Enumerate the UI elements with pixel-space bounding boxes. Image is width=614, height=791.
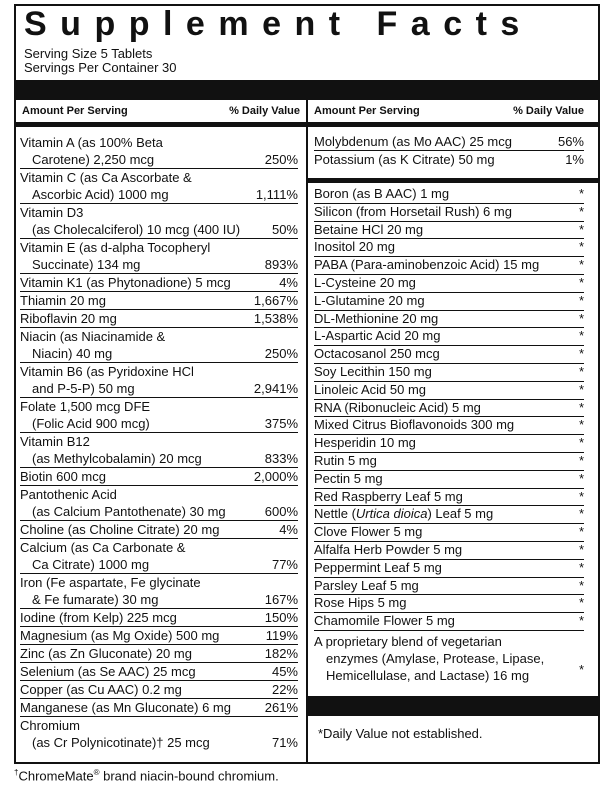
daily-value: * <box>578 399 584 415</box>
nutrient-row <box>20 239 298 274</box>
nutrient-row <box>20 645 298 663</box>
servings-per-container: Servings Per Container 30 <box>24 60 177 75</box>
daily-value: * <box>578 381 584 397</box>
amount-per-serving-heading: Amount Per Serving <box>22 105 128 117</box>
nutrient-row <box>314 400 584 418</box>
nutrient-name-line2: Carotene) 2,250 mcg <box>32 152 155 167</box>
blend-line-1: A proprietary blend of vegetarian <box>314 634 502 649</box>
nutrient-row <box>314 186 584 204</box>
nutrient-row <box>314 204 584 222</box>
nutrient-name: Vitamin C (as Ca Ascorbate & <box>20 170 192 185</box>
daily-value: * <box>578 203 584 219</box>
nutrient-row <box>314 151 584 168</box>
right-nutrient-column <box>314 186 584 631</box>
nutrient-name: Potassium (as K Citrate) 50 mg <box>314 152 495 167</box>
nutrient-row <box>20 328 298 363</box>
nutrient-row <box>314 133 584 151</box>
daily-value: 250% <box>264 346 298 361</box>
nutrient-name: Selenium (as Se AAC) 25 mcg <box>20 664 196 679</box>
daily-value: * <box>578 452 584 468</box>
nutrient-row <box>314 275 584 293</box>
nutrient-name: Chamomile Flower 5 mg <box>314 613 455 629</box>
daily-value: * <box>578 328 584 344</box>
daily-value: * <box>578 435 584 451</box>
amount-per-serving-heading: Amount Per Serving <box>314 105 420 117</box>
daily-value-heading: % Daily Value <box>229 105 300 117</box>
daily-value: 77% <box>271 557 298 572</box>
nutrient-row <box>314 417 584 435</box>
nutrient-row <box>314 542 584 560</box>
daily-value: * <box>578 524 584 540</box>
blend-line-2: enzymes (Amylase, Protease, Lipase, <box>326 651 545 666</box>
daily-value: 56% <box>557 134 584 149</box>
daily-value: 167% <box>264 592 298 607</box>
nutrient-name: Peppermint Leaf 5 mg <box>314 559 442 575</box>
nutrient-name: Molybdenum (as Mo AAC) 25 mcg <box>314 134 512 149</box>
nutrient-name: Copper (as Cu AAC) 0.2 mg <box>20 682 182 697</box>
daily-value: 1% <box>565 152 584 167</box>
nutrient-row <box>314 471 584 489</box>
nutrient-name: Manganese (as Mn Gluconate) 6 mg <box>20 700 231 715</box>
nutrient-name: Biotin 600 mcg <box>20 469 106 484</box>
nutrient-name-line2: (as Cholecalciferol) 10 mcg (400 IU) <box>32 222 241 237</box>
nutrient-row <box>314 382 584 400</box>
blend-dv: * <box>578 662 584 677</box>
daily-value: * <box>578 292 584 308</box>
nutrient-name: Parsley Leaf 5 mg <box>314 577 419 593</box>
nutrient-row <box>314 364 584 382</box>
daily-value: * <box>578 257 584 273</box>
footnote <box>14 768 279 783</box>
daily-value: 1,111% <box>255 187 298 202</box>
daily-value: 50% <box>271 222 298 237</box>
nutrient-row <box>20 274 298 292</box>
nutrient-name: L-Cysteine 20 mg <box>314 274 416 290</box>
nutrient-row <box>20 134 298 169</box>
left-header-rule <box>16 122 306 127</box>
right-header-rule <box>308 122 598 127</box>
nutrient-row <box>314 524 584 542</box>
nutrient-name-line2: (as Calcium Pantothenate) 30 mg <box>32 504 226 519</box>
daily-value: * <box>578 613 584 629</box>
footnote-text: brand niacin-bound chromium. <box>99 768 279 784</box>
nutrient-name: DL-Methionine 20 mg <box>314 310 439 326</box>
nutrient-name: Red Raspberry Leaf 5 mg <box>314 488 463 504</box>
nutrient-name-line2: and P-5-P) 50 mg <box>32 381 135 396</box>
daily-value: 2,000% <box>253 469 298 484</box>
right-column-header <box>314 100 584 122</box>
nutrient-name-line2: Succinate) 134 mg <box>32 257 141 272</box>
brand-name: ChromeMate <box>18 768 94 784</box>
daily-value: * <box>578 488 584 504</box>
daily-value: * <box>578 470 584 486</box>
column-divider <box>306 100 308 762</box>
nutrient-name: Hesperidin 10 mg <box>314 435 416 451</box>
daily-value: * <box>578 186 584 201</box>
daily-value: 261% <box>264 700 298 715</box>
daily-value: 150% <box>264 610 298 625</box>
nutrient-row <box>314 595 584 613</box>
nutrient-name: PABA (Para-aminobenzoic Acid) 15 mg <box>314 257 540 273</box>
registered-mark: ® <box>93 768 100 777</box>
nutrient-row <box>20 486 298 521</box>
nutrient-name-line2: (as Cr Polynicotinate)† 25 mcg <box>32 735 210 750</box>
nutrient-row <box>314 293 584 311</box>
nutrient-name: Soy Lecithin 150 mg <box>314 363 432 379</box>
nutrient-row <box>20 433 298 468</box>
nutrient-row <box>20 310 298 328</box>
nutrient-name: Inositol 20 mg <box>314 239 395 255</box>
nutrient-row <box>20 717 298 751</box>
daily-value: * <box>578 239 584 255</box>
nutrient-row <box>20 681 298 699</box>
serving-size: Serving Size 5 Tablets <box>24 46 153 61</box>
nutrient-name: Magnesium (as Mg Oxide) 500 mg <box>20 628 220 643</box>
nutrient-name: Niacin (as Niacinamide & <box>20 329 166 344</box>
nutrient-name-line2: & Fe fumarate) 30 mg <box>32 592 159 607</box>
daily-value-note: *Daily Value not established. <box>318 726 483 741</box>
daily-value: * <box>578 577 584 593</box>
daily-value: * <box>578 541 584 557</box>
supplement-facts-panel <box>14 4 600 764</box>
left-nutrient-column <box>20 134 298 751</box>
dagger-symbol: † <box>14 768 19 777</box>
blend-line-3: Hemicellulase, and Lactase) 16 mg <box>326 668 530 683</box>
thick-divider-bar <box>16 80 598 100</box>
bottom-divider-bar <box>308 696 598 716</box>
nutrient-row <box>314 346 584 364</box>
nutrient-name: Boron (as B AAC) 1 mg <box>314 186 450 201</box>
daily-value: * <box>578 559 584 575</box>
nutrient-row <box>20 521 298 539</box>
nutrient-name: Vitamin E (as d-alpha Tocopheryl <box>20 240 211 255</box>
nutrient-row <box>20 204 298 239</box>
daily-value: 119% <box>265 628 298 643</box>
nutrient-row <box>20 663 298 681</box>
daily-value: * <box>578 363 584 379</box>
nutrient-name: Octacosanol 250 mcg <box>314 346 440 362</box>
daily-value: * <box>578 506 584 522</box>
nutrient-row <box>20 699 298 717</box>
nutrient-name: Nettle (Urtica dioica) Leaf 5 mg <box>314 506 494 522</box>
nutrient-name-line2: Niacin) 40 mg <box>32 346 113 361</box>
daily-value: 375% <box>264 416 298 431</box>
daily-value: * <box>578 346 584 362</box>
nutrient-name: Iodine (from Kelp) 225 mcg <box>20 610 177 625</box>
nutrient-row <box>314 328 584 346</box>
nutrient-name: Iron (Fe aspartate, Fe glycinate <box>20 575 201 590</box>
nutrient-row <box>314 489 584 507</box>
left-column-header <box>22 100 300 122</box>
nutrient-name: Linoleic Acid 50 mg <box>314 381 427 397</box>
nutrient-name: RNA (Ribonucleic Acid) 5 mg <box>314 399 481 415</box>
daily-value: * <box>578 417 584 433</box>
nutrient-name: Rose Hips 5 mg <box>314 595 407 611</box>
nutrient-name: Folate 1,500 mcg DFE <box>20 399 151 414</box>
nutrient-row <box>314 257 584 275</box>
nutrient-row <box>20 398 298 433</box>
nutrient-name: L-Aspartic Acid 20 mg <box>314 328 441 344</box>
daily-value: 833% <box>264 451 298 466</box>
nutrient-name: Zinc (as Zn Gluconate) 20 mg <box>20 646 192 661</box>
right-nutrient-column-top <box>314 133 584 168</box>
nutrient-name: Mixed Citrus Bioflavonoids 300 mg <box>314 417 515 433</box>
nutrient-name-line2: (as Methylcobalamin) 20 mcg <box>32 451 202 466</box>
nutrient-row <box>20 169 298 204</box>
daily-value: 600% <box>264 504 298 519</box>
daily-value: 71% <box>271 735 298 750</box>
nutrient-row <box>314 506 584 524</box>
nutrient-row <box>20 292 298 310</box>
nutrient-row <box>20 468 298 486</box>
panel-title: Supplement Facts <box>24 5 533 43</box>
right-section-rule <box>308 178 598 183</box>
daily-value: 22% <box>271 682 298 697</box>
nutrient-row <box>314 613 584 631</box>
nutrient-row <box>314 311 584 329</box>
nutrient-name: Pantothenic Acid <box>20 487 117 502</box>
nutrient-row <box>20 574 298 609</box>
nutrient-name-line2: Ascorbic Acid) 1000 mg <box>32 187 169 202</box>
daily-value: * <box>578 310 584 326</box>
daily-value: * <box>578 274 584 290</box>
nutrient-row <box>314 578 584 596</box>
nutrient-row <box>20 539 298 574</box>
nutrient-name: Vitamin K1 (as Phytonadione) 5 mcg <box>20 275 231 290</box>
nutrient-name-line2: (Folic Acid 900 mcg) <box>32 416 150 431</box>
nutrient-name: Vitamin A (as 100% Beta <box>20 135 163 150</box>
nutrient-row <box>314 222 584 240</box>
nutrient-row <box>314 435 584 453</box>
nutrient-name: Vitamin D3 <box>20 205 84 220</box>
nutrient-name: Rutin 5 mg <box>314 452 377 468</box>
daily-value: * <box>578 595 584 611</box>
nutrient-row <box>314 239 584 257</box>
daily-value: 4% <box>279 275 298 290</box>
daily-value: 2,941% <box>253 381 298 396</box>
nutrient-name: Pectin 5 mg <box>314 470 383 486</box>
daily-value: 1,667% <box>253 293 298 308</box>
nutrient-name: Clove Flower 5 mg <box>314 524 423 540</box>
nutrient-row <box>20 363 298 398</box>
nutrient-name: Silicon (from Horsetail Rush) 6 mg <box>314 203 512 219</box>
nutrient-name: Betaine HCl 20 mg <box>314 221 424 237</box>
nutrient-name: Choline (as Choline Citrate) 20 mg <box>20 522 220 537</box>
daily-value: 250% <box>264 152 298 167</box>
blend-row <box>314 633 584 684</box>
nutrient-name: L-Glutamine 20 mg <box>314 292 425 308</box>
nutrient-row <box>314 453 584 471</box>
proprietary-blend <box>314 633 584 684</box>
daily-value: 182% <box>264 646 298 661</box>
daily-value-heading: % Daily Value <box>513 105 584 117</box>
daily-value: 893% <box>264 257 298 272</box>
nutrient-name: Vitamin B6 (as Pyridoxine HCl <box>20 364 194 379</box>
nutrient-row <box>20 627 298 645</box>
nutrient-name-line2: Ca Citrate) 1000 mg <box>32 557 150 572</box>
nutrient-name: Riboflavin 20 mg <box>20 311 117 326</box>
nutrient-row <box>20 609 298 627</box>
nutrient-name: Calcium (as Ca Carbonate & <box>20 540 186 555</box>
nutrient-name: Thiamin 20 mg <box>20 293 106 308</box>
daily-value: 45% <box>271 664 298 679</box>
nutrient-name: Alfalfa Herb Powder 5 mg <box>314 541 463 557</box>
daily-value: * <box>578 221 584 237</box>
daily-value: 4% <box>279 522 298 537</box>
daily-value: 1,538% <box>253 311 298 326</box>
nutrient-name: Chromium <box>20 718 80 733</box>
nutrient-row <box>314 560 584 578</box>
nutrient-name: Vitamin B12 <box>20 434 90 449</box>
